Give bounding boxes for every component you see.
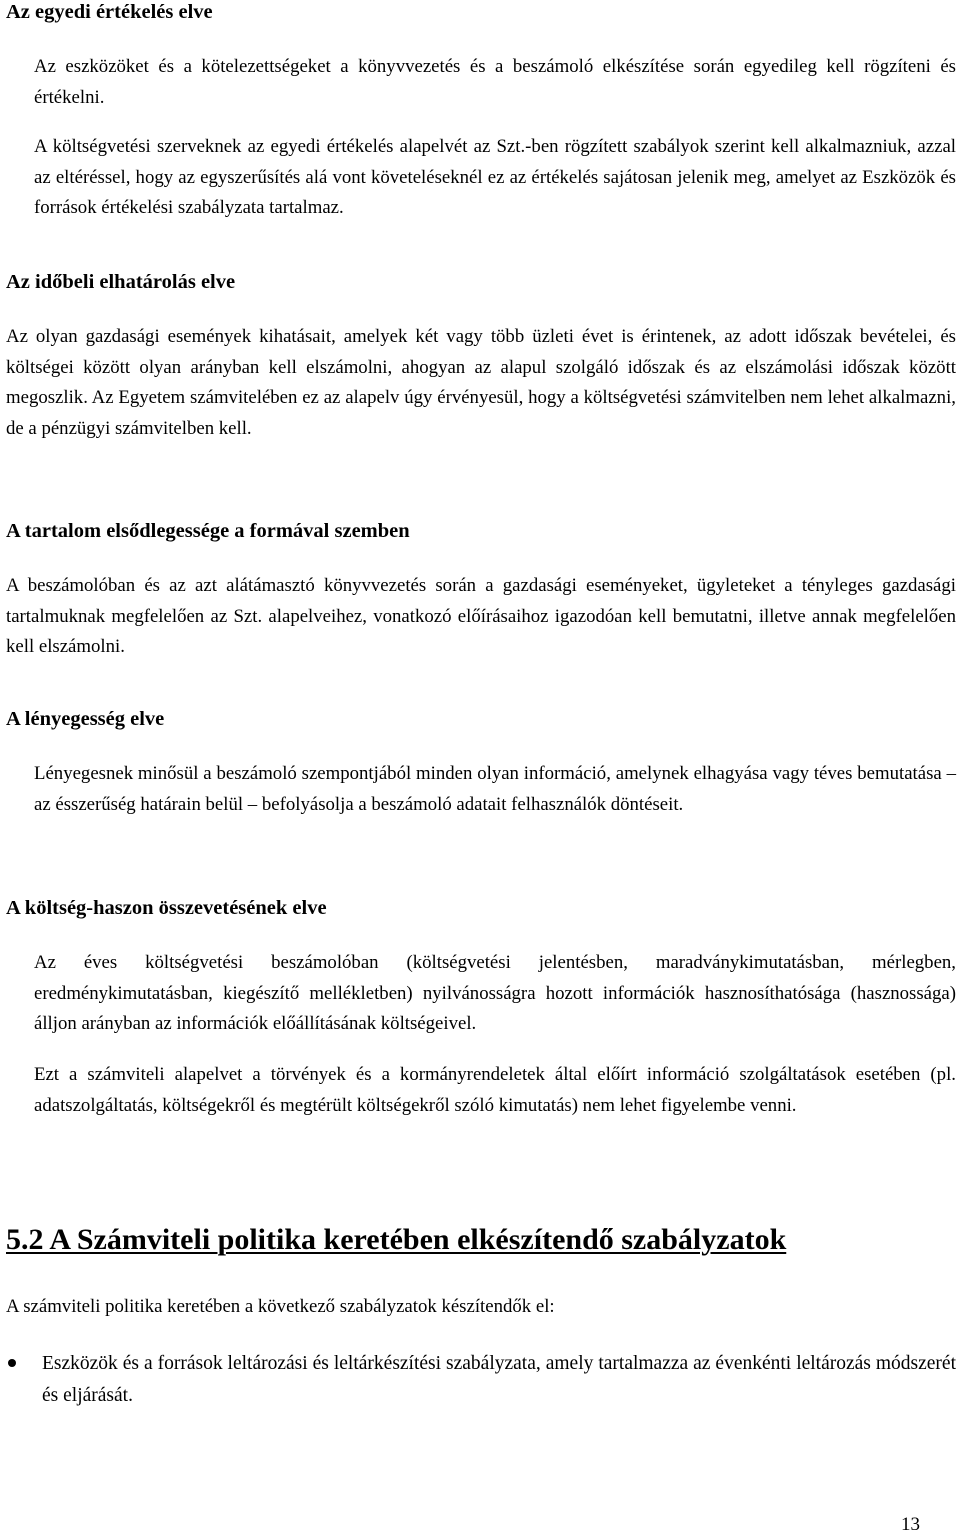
- section-heading-lenyegesseg: A lényegesség elve: [6, 708, 165, 730]
- bullet-icon: [8, 1359, 16, 1367]
- paragraph-egyedi-ertekeles-1: Az eszközöket és a kötelezettségeket a könyvvezetés és a beszámoló elkészítése során egyedileg kell rögzíteni és értékelni.: [34, 56, 956, 108]
- subsection-intro: A számviteli politika keretében a következő szabályzatok készítendők el:: [6, 1296, 555, 1317]
- bullet-text: Eszközök és a források leltározási és leltárkészítési szabályzata, amely tartalmazza az évenkénti leltározás módszerét és eljárását.: [42, 1353, 956, 1406]
- section-heading-tartalom-elsodlegessege: A tartalom elsődlegessége a formával szemben: [6, 520, 410, 542]
- paragraph-egyedi-ertekeles-2: A költségvetési szerveknek az egyedi értékelés alapelvét az Szt.-ben rögzített szabályok szerint kell alkalmazniuk, azzal az eltéréssel, hogy az egyszerűsítés alá vont követeléseknél ez az értékelés sajátosan jelenik meg, amelyet az Eszközök és források értékelési szabályzata tartalmaz.: [34, 136, 956, 218]
- section-heading-idobeli-elhatarolas: Az időbeli elhatárolás elve: [6, 271, 236, 293]
- paragraph-koltseg-haszon-2: Ezt a számviteli alapelvet a törvények és a kormányrendeletek által előírt információ szolgáltatások esetében (pl. adatszolgáltatás, költségekről és megtérült költségekről szóló kimutatás) nem lehet figyelembe venni.: [34, 1064, 956, 1116]
- section-heading-koltseg-haszon: A költség-haszon összevetésének elve: [6, 897, 327, 919]
- subsection-title: 5.2 A Számviteli politika keretében elkészítendő szabályzatok: [6, 1223, 787, 1256]
- paragraph-idobeli-elhatarolas: Az olyan gazdasági események kihatásait, amelyek két vagy több üzleti évet is érintenek, az adott időszak bevételei, és költségei között olyan arányban kell elszámolni, ahogyan az alapul szolgáló időszak és az elszámolási időszak között megoszlik. Az Egyetem számvitelében ez az alapelv úgy érvényesül, hogy a költségvetési számvitelben nem lehet alkalmazni, de a pénzügyi számvitelben kell.: [6, 326, 956, 439]
- paragraph-lenyegesseg: Lényegesnek minősül a beszámoló szempontjából minden olyan információ, amelynek elhagyása vagy téves bemutatása – az ésszerűség határain belül – befolyásolja a beszámoló adatait felhasználók döntéseit.: [34, 763, 956, 815]
- page-number: 13: [901, 1514, 920, 1535]
- paragraph-tartalom-elsodlegessege: A beszámolóban és az azt alátámasztó könyvvezetés során a gazdasági eseményeket, ügyleteket a tényleges gazdasági tartalmuknak megfelelően az Szt. alapelveihez, vonatkozó előírásaihoz igazodóan kell bemutatni, illetve annak megfelelően kell elszámolni.: [6, 575, 956, 657]
- section-heading-egyedi-ertekeles: Az egyedi értékelés elve: [6, 1, 213, 23]
- paragraph-koltseg-haszon-1: Az éves költségvetési beszámolóban (költségvetési jelentésben, maradványkimutatásban, mérlegben, eredménykimutatásban, kiegészítő mellékletben) nyilvánosságra hozott információk hasznosíthatósága (hasznossága) álljon arányban az információk előállításának költségeivel.: [34, 952, 956, 1034]
